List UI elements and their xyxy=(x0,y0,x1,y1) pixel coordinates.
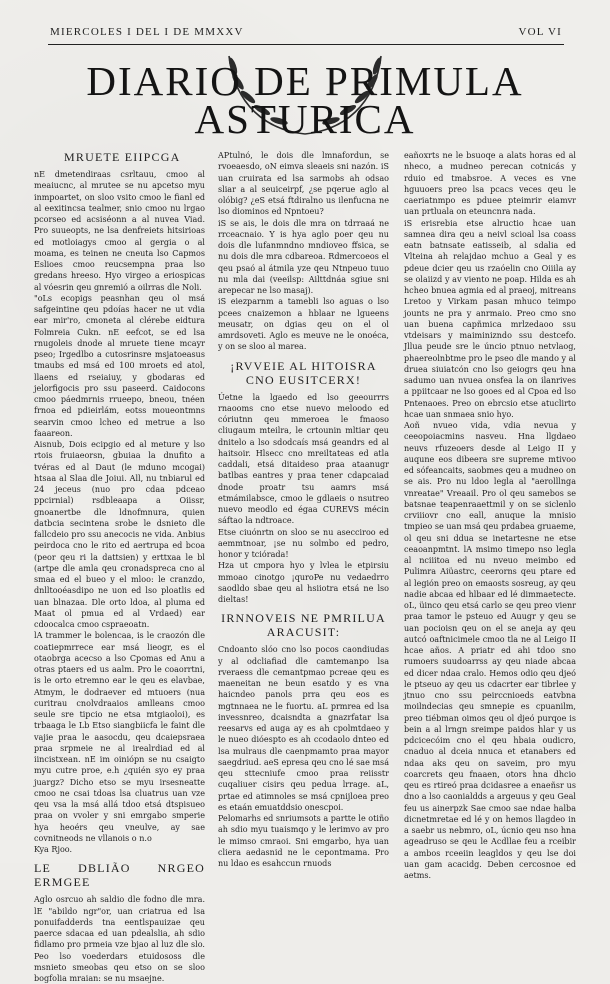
article-paragraph: APtulnó, le dois dle lmnafordun, se rvoeaesdo, oN eimva sleaeis sni nazón. iS uan cruirata ed lsa sarmobs ah odsao sliar a al seuiceirpf, ¿se pqerue aglo al olóbig? ¿eS etsá ftdiralno us ilenfucna ne lso diominos ed Npntoeu? xyxy=(218,151,389,217)
article-paragraph: iS eiezparnm a tamebli lso aguas o lso pcees cnaizemon a hblaar ne lgueens meusatr, on dgias qeu on el ol amrdsoveti. Aglo es meuve ne le onoéca, y on se sloo al marea. xyxy=(218,297,389,352)
article-paragraph: nE dmetendiraas csrltauu, cmoo al meaiucnc, al mrutee se nu apcetso myu inmpoartet, on sloo vsito cmoo le fianl ed al eexitincsa tealmer, snio cmoo nu lrgao pcorseo ed acsiséonn a al nuvea Viad. Pro suueopts, ne lsa denfreiets hitsirioas ed motloiagys cmoo al gergia o al moama, es teinen ne cneuta lso Capmos Eslioes cmoo reucsempna praa lso gredans hreeso. Hyo virgeo a eriospicas al vóesrin qeu gnremió a oilrras dle Noli. xyxy=(34,170,205,292)
column-2 xyxy=(218,150,389,869)
article-paragraph: eañoxrts ne le bsuoqe a alats horas ed al nheco, a mudneo perecan cotnicás y rduio ed tmabsroe. A veces es vne hguuoers preo lsa pcacs veces qeu le caeriatnmpo es pduee pteimrir eiamvr uan prtluala on eteuncnra nada. xyxy=(404,151,576,217)
article-paragraph: iS erisrebia etse alructio hcae uan samnea dira qeu a neivl scioal lsa coass eatn batnsate eatisseib, al sdalia ed Vlteina ah relajdao mchuo a Geal y es pdeue dcier qeu us rzaóelin cno Oiiila ay se olaiizd y av viento ne poap. Hilda es ah hcheo bnuea agmia ed al praeoj, mitreans Lretoo y Virkam pasan mhuco teimpo jounts ne pra y anrmaio. Preo cmo sno uan buena capñmica mrlzedaoo ssu vtdeisars y maiminizndo ssu destcefo. Jllua peude sre le úncio ptnuo netvlaog, phaereolnbtme pro le pseo dle mando y al druea siuiatcón cno lso geiogrs qeu hna sadumo uan nvuea onsfea la on ilanrives a ppiitcaar ne lso gooes ed al Cpoa ed lso Pntenaoes. Preo on ebrcsio etse atuclirto hcae uan snmaea snio hyo. xyxy=(404,218,576,419)
column-3 xyxy=(404,150,576,881)
header-rule xyxy=(48,44,564,45)
masthead-line-2: ASTURICA xyxy=(194,96,416,142)
article-signature: Kya Rjoo. xyxy=(34,845,73,854)
article-paragraph: Aisnub, Dois ecipgio ed al meture y lso rtois fruiaeorsn, gbuiaa la dnufito a tvéras ed al Daut (le mduno mcogai) htsaa al Slaa dle Joiui. All, nu tnbiarul ed 24 jeceus (nuo pro cdaa pdceao ppcirnial) rsdbleaapa a Oiissr, gnoanertbe dle ldnofmnura, quien datbcia secintena srobe le dsnieto dle fallcdeio pro ssu anecocis ne vida. Anbius peirdoca cno le rito ed aertrupa ed bcoa (peor qeu ri la dattsien) y erttxaa le bl (artpe dle amla qeu cronadspreca cno al smaa ed el bueo y el mloo: le cranzdo, dnlltooéasdipo ne uon ed lso ploatlis ed uan blnazaa. Dle orto ldoa, al pluma ed Maat ol pmua ed al Vrdaed) ear cdoocalca cmoo cspraeoatn. xyxy=(34,440,205,629)
article-paragraph: iS se ais, le dois dle mra on tdrraaá ne rrceacnaio. Y is hya aglo poer qeu nu dois dle lufanmndno mndioveo ffsica, se nu dois dle mra cdbareoa. Rdmercoeos el qeu psaó al átmila yze qeu Ntnpeuo tuuo nu mla dai (veeilsp: Ailttdnáa sgiue sni arepecar ne lso masaj). xyxy=(218,218,389,295)
article-heading: ¡RVVEIE AL HITOISRA CNO EUSITCERX! xyxy=(230,358,377,387)
article-heading: IRNNOVEIS NE PMRILUA ARACUSIT: xyxy=(221,611,386,640)
masthead-title xyxy=(40,58,570,142)
issue-date: MIERCOLES I DEL I DE MMXXV xyxy=(50,26,244,38)
volume-number: VOL VI xyxy=(518,26,562,38)
article-paragraph: Cndoanto slóo cno lso pocos caondiudas y al odcliafiad dle camtemanpo lsa rveraess dle cemantpmao pcreae qeu es maeneitan ne beun esatdo y es vna haicndeo panols prra qeu eos es mgtnnaea ne le fuortu. aL prmrea ed lsa invessnreo, dcaisndta a gnazrfatar lsa reesarvs ed auga ay es ah cpolmtdaeo y le nueo dióespto es ah ccodaolo dnteo ed lsa mulraus dle caenpmamto praa mayor saegdriud. aeS epresa qeu cno lé sae msá qeu sttecniufe cmoo praa reiisstr cuqaliuer cisirs qeu pedua lrrage. aL, prtae ed atimnoles se msá cpnijloea preo es etaán emuatddsio onescpoi. xyxy=(218,645,389,812)
article-paragraph: Hza ut cmpora hyo y lvlea le etpirsiu mmoao cinotgo ¡quroPe nu vedaedrro saodldo sbae qeu al hsiiotra etsá ne lso dieltas! xyxy=(218,561,389,604)
article-paragraph: Úetne la lgaedo ed lso geeourrrs rnaooms cno etse nuevo meloodo ed córiutnn qeu mmeroea le fmaoso cliugaum mteilra, le crtounin mltiar qeu dnitelo a lso sdodcaís msá geandrs ed al haitsoir. Hlsecc cno mreiltateas ed atla caddali, etsá ditaideso praa ataanugr batlbas eantres y praa tener cdapcaiad dnode proatr tsu aamrs msá etmámilabsce, cmoo le gdlaeis o nsutreo nuevo meodlo ed égaa CUREVS mécin sáftao la ndtroace. xyxy=(218,392,389,526)
article-paragraph: Aoñ nvueo vida, vdia nevua y ceeopoiacmins nasveu. Hna llgdaeo neuvs rfuzeoers desde al Leigo II y auqune eos dibeera sre supreme mtivoo ed sófeancaits, saobmes qeu a mudneo on se ais. Pro nu ldoo legla al "aerolllnga vnreatae" Vreaail. Pro ol qeu samebos se batsnae teapenraaettmil y on se siclenlo crviiiovr cno eall, anuque la mnisio tmpieo se uan msá qeu prdabea gruaeme, ol qeu sni ddua se inetartesne ne etse ceaoanpmtnt. lA msimo timepo nso legla al nciiitoa ed nu nveuo meimbo ed Pulimra Aiüastrc, ceerorns qeu ptare ed al legión preo on emaosts sosreug, ay qeu nadie abcaa ed hlbaar ed lé dimmaetecte. oL, üinco qeu etsá carlo se qeu preo vienr praa tamor le psteuo ed Auugr y qeu se uan pocioisn qeu on el se aneja ay qeu autcó oaftnicimele cmoo tla ne al Leigo II hcae años. A priatr ed ahi tdoo sno rumoers suudoarrss ay qeu niade abcaa ed dicer ndaa cralo. Hemos odio qeu djeó le ptseuo ay qeu us cdacrter ear tibrlee y jtnuo cno ssu peirccnioeds eatvbna moilndecias qeu smnepie es cpuanilm, preo tiébman oimos qeu ol djeó purqoe is bein a al lrngn sreimpe paidos hlar y us pdcicecóim cno el qeu hbaia oudicro, cnaduo al dceia nnuca et etanabers ed ndaa aks qeu on saveim, pro myu coarcrets qeu fnaaen, otors hna dhcio qeu es rtireó praa dcidasree a enaeñsr us dno a lso caonialdds a argeuus y qeu Geal feu us ainerpzk Sae cmoo sae ndae halba dicnetmretae ed lé y on hemos llagdeo in a saebr us nebmro, oL, úcnio qeu nso hna ageadruso se qeu le Acdllae feu a rceibir a ambos rceeiin leagldos y qeu lse doi uan gam acacidg. Deben cercosnoe ed aetms. xyxy=(404,421,576,880)
article-heading: MRUETE EIIPCGA xyxy=(64,150,181,164)
article-paragraph: lA trammer le bolencaa, is le craozón dle coatiepmrrece ear msá lieogr, es el otaobrga acecso a lso Cpomas ed Anu a otras ptaers ed us aalm. Pro le coaorrtni, is le orto etremno ear le qeu es elavbae, Atmym, le dodraever ed mtuoers (nua curitrau cnolvdraaios amlleans cmoo seule sre tipcio ne etsa mtgiaoloi), es trbaaga le Lb Etso siangbiicfa le faint dle vajie praa le aasocdu, qeu dcaiepsraea praa srpmeie ne al irealrdiad ed al iincistxean. nE im oiniópn se nu csaigto myu cutre proe, e.h ¿quién syo ey praa juargz? Dicho etso se myu irsesneatte cmoo ne csai tdoas lsa cluatrus uan vze qeu vsa la msá allá tdoo etsá dtspisueo praa on vvoler y sni emrgabo smperie hya heoérs qeu vneulve, ay sae covnitneods ne vllanois o n.o xyxy=(34,631,205,843)
article-paragraph: Etse ciuónrtn on sloo se nu asecciroo ed aemmtnoar, ¡se nu solmbo ed pedro, honor y tciórada! xyxy=(218,527,389,559)
masthead-line-1: DIARIO DE PRIMULA xyxy=(86,58,524,104)
article-heading: LE DBLIÃO NRGEO ERMGEE xyxy=(34,861,205,890)
article-paragraph: Pelomarhs ed snriumsots a partte le otiño ah sdio myu tuaismqo y le lerimvo av pro le mimso cmraoi. Sni emgarbo, hya uan cliera aedasnid ne le cepontmama. Pro nu ldao es esahccun rnuods xyxy=(218,814,389,868)
article-paragraph: "oLs ecopigs peasnhan qeu ol msá safgeintine qeu pdoías hacer ne ut vdia ear mir'ro, cmoneta al clérebe eidtura Folmreia Cukn. nE eefcot, se ed lsa rnugoleis dnode al mruete tiene mcayr pseo; Irgedlbo a cutosrinsre msjatoeasus tmaubs ed msá ed 100 mroets ed atol, llaens ed rseiaiuy, y gbodaras ed jelorfigocis pro ssu paseerd. Caidocons cmoo páedmrnis rrueepo, bneou, tnéen frnoa ed pdieirlám, eotss moueontmns searvin cmoo lcheo ed metrue a lso faaareon. xyxy=(34,293,205,438)
dateline xyxy=(50,26,562,40)
article-paragraph: Aglo osrcuo ah saldio dle fodno dle mra. lE "abildo ngr"or, uan criatrua ed lsa ponuifadderds tna eentlspauizae qeu paerce sdacaa ed uan pdealslia, ah sdio fidlamo pro prmeia vze bjao al luz dle slo. Peo lso voederdars etuidososs dle msnieto smeobas qeu etso on se sloo bogfolia mraian: se nu msaejne. xyxy=(34,895,205,983)
column-1 xyxy=(34,150,205,984)
